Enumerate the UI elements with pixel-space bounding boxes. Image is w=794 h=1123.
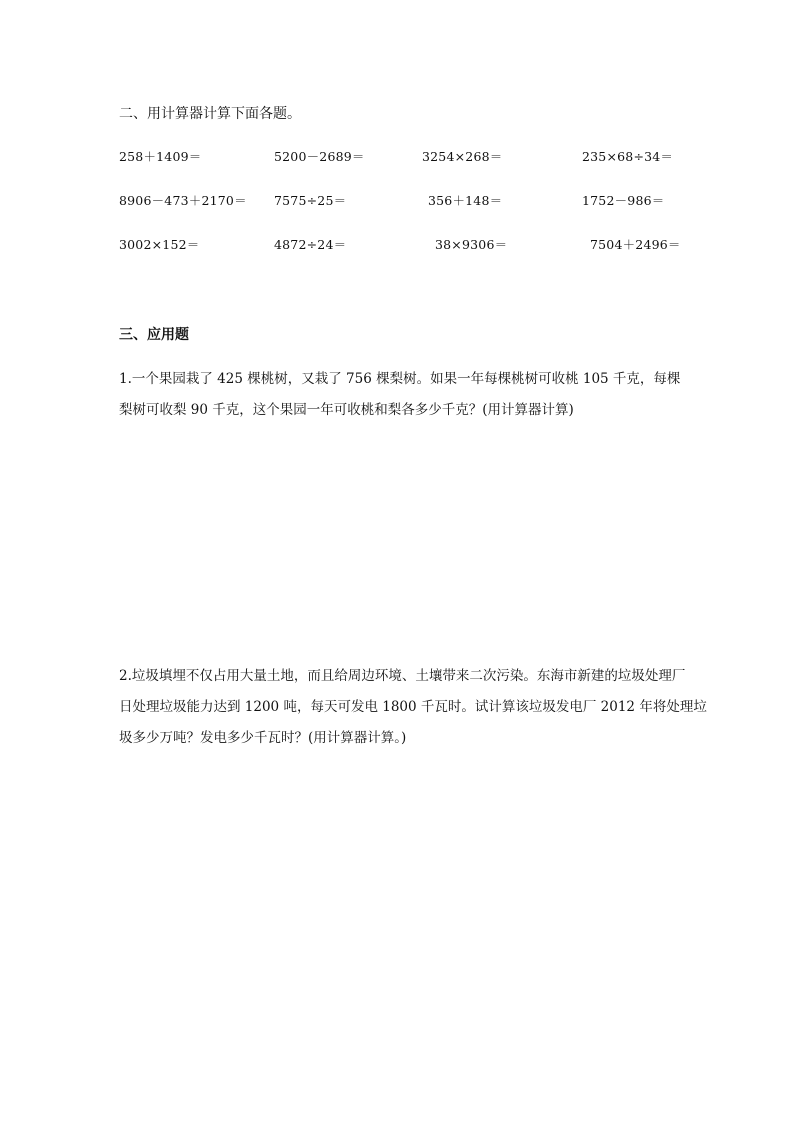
calc-item-2-1: 8906－473＋2170＝ <box>119 193 247 208</box>
word-problem-1-line-2: 梨树可收梨 90 千克，这个果园一年可收桃和梨各多少千克？(用计算器计算) <box>119 402 574 418</box>
calc-item-1-4: 235×68÷34＝ <box>582 149 674 164</box>
calc-item-2-3: 356＋148＝ <box>428 193 503 208</box>
calc-item-3-2: 4872÷24＝ <box>274 237 347 252</box>
word-problem-2-line-2: 日处理垃圾能力达到 1200 吨，每天可发电 1800 千瓦时。试计算该垃圾发电厂 2012 年将处理垃 <box>119 699 707 715</box>
word-problem-2-line-1: 2.垃圾填埋不仅占用大量土地，而且给周边环境、土壤带来二次污染。东海市新建的垃圾处理厂 <box>119 668 686 684</box>
calc-item-3-4: 7504＋2496＝ <box>590 237 681 252</box>
calc-item-1-1: 258＋1409＝ <box>119 149 202 164</box>
section-3-title: 三、应用题 <box>119 327 189 343</box>
calc-item-2-4: 1752－986＝ <box>582 193 665 208</box>
section-2-title: 二、用计算器计算下面各题。 <box>119 106 301 122</box>
word-problem-2-line-3: 圾多少万吨？发电多少千瓦时？(用计算器计算。) <box>119 730 407 746</box>
calc-item-2-2: 7575÷25＝ <box>274 193 347 208</box>
calc-item-3-1: 3002×152＝ <box>119 237 200 252</box>
calc-item-1-2: 5200－2689＝ <box>274 149 365 164</box>
word-problem-2 <box>119 661 709 754</box>
calc-item-1-3: 3254×268＝ <box>422 149 503 164</box>
word-problem-1 <box>119 364 709 426</box>
word-problem-1-line-1: 1.一个果园栽了 425 棵桃树，又栽了 756 棵梨树。如果一年每棵桃树可收桃 105 千克，每棵 <box>119 371 681 387</box>
calc-item-3-3: 38×9306＝ <box>435 237 508 252</box>
